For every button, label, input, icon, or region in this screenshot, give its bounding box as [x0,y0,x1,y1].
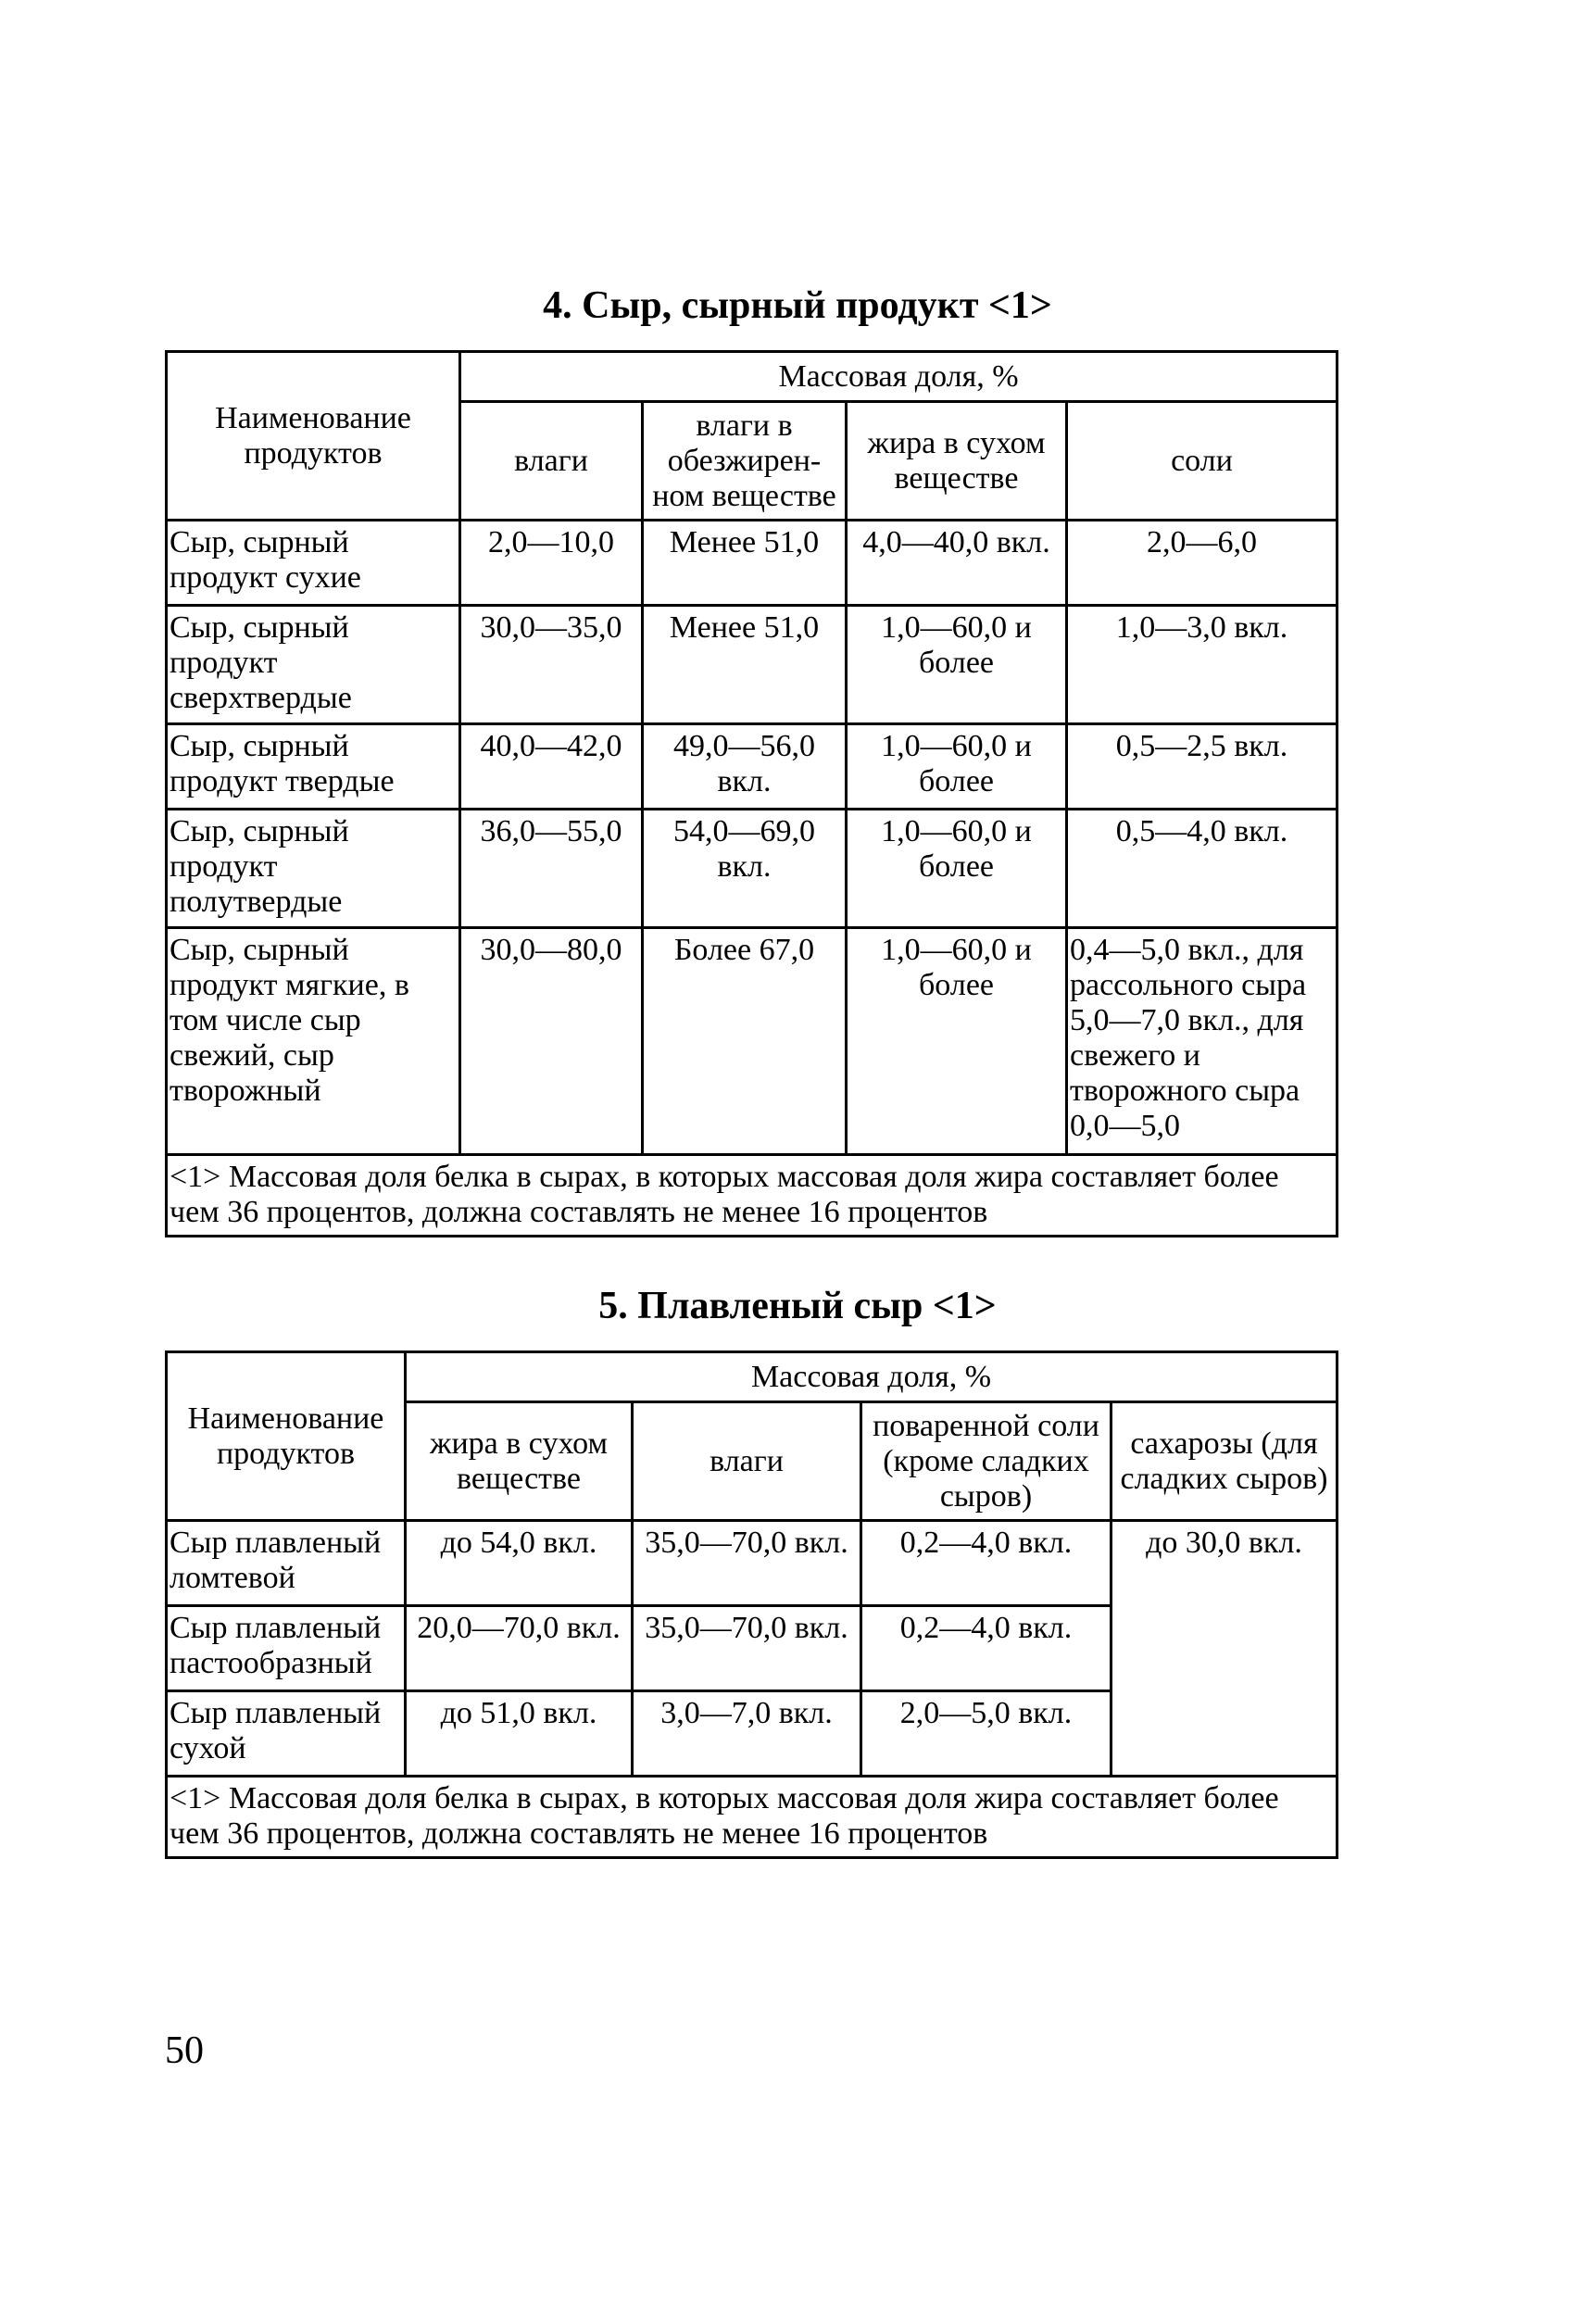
table5-title: 5. Плавленый сыр <1> [598,1285,997,1327]
cell: 0,2—4,0 вкл. [861,1521,1111,1606]
table5-header-col3: поваренной соли (кроме сладких сыров) [861,1402,1111,1521]
row-name: Сыр, сырный продукт мягкие, в том числе сыр свежий, сыр творожный [167,928,460,1155]
cell: 35,0—70,0 вкл. [633,1521,861,1606]
row-name: Сыр плавленый ломтевой [167,1521,406,1606]
cell: 1,0—3,0 вкл. [1067,606,1338,724]
table4-title: 4. Сыр, сырный продукт <1> [543,284,1052,327]
cell: 30,0—80,0 [460,928,643,1155]
table4 [165,350,1338,1237]
table4-header-col4: соли [1067,402,1338,521]
cell: 36,0—55,0 [460,810,643,928]
page-number: 50 [165,2029,204,2072]
cell: 30,0—35,0 [460,606,643,724]
cell: до 51,0 вкл. [406,1691,633,1777]
cell: 54,0—69,0 вкл. [643,810,847,928]
cell: 1,0—60,0 и более [847,724,1067,810]
table-row [167,1521,1338,1606]
cell: 0,4—5,0 вкл., для рассольного сыра 5,0—7,0 вкл., для свежего и творожного сыра 0,0—5,0 [1067,928,1338,1155]
cell: Менее 51,0 [643,521,847,606]
cell: 40,0—42,0 [460,724,643,810]
cell: Более 67,0 [643,928,847,1155]
table-row [167,521,1338,606]
table4-group-header: Массовая доля, % [460,352,1338,402]
table5-group-header: Массовая доля, % [406,1352,1338,1402]
table-row [167,810,1338,928]
row-name: Сыр, сырный продукт сухие [167,521,460,606]
cell: 3,0—7,0 вкл. [633,1691,861,1777]
table5-footnote: <1> Массовая доля белка в сырах, в которых массовая доля жира составляет более чем 36 процентов, должна составлять не менее 16 процентов [167,1777,1338,1858]
table4-footnote: <1> Массовая доля белка в сырах, в которых массовая доля жира составляет более чем 36 процентов, должна составлять не менее 16 процентов [167,1155,1338,1237]
cell: 20,0—70,0 вкл. [406,1606,633,1691]
table4-header-col1: влаги [460,402,643,521]
cell: до 54,0 вкл. [406,1521,633,1606]
table5-header-col2: влаги [633,1402,861,1521]
cell: 1,0—60,0 и более [847,810,1067,928]
table5-header-col1: жира в сухом веществе [406,1402,633,1521]
table4-header-col2: влаги в обезжирен-ном веществе [643,402,847,521]
cell: 1,0—60,0 и более [847,928,1067,1155]
sucrose-cell: до 30,0 вкл. [1111,1521,1338,1777]
cell: 2,0—6,0 [1067,521,1338,606]
row-name: Сыр плавленый пастообразный [167,1606,406,1691]
table5-header-col4: сахарозы (для сладких сыров) [1111,1402,1338,1521]
cell: 0,2—4,0 вкл. [861,1606,1111,1691]
cell: 0,5—2,5 вкл. [1067,724,1338,810]
table5-name-header: Наименование продуктов [167,1352,406,1521]
cell: 2,0—5,0 вкл. [861,1691,1111,1777]
cell: 0,5—4,0 вкл. [1067,810,1338,928]
cell: Менее 51,0 [643,606,847,724]
table4-header-col3: жира в сухом веществе [847,402,1067,521]
cell: 2,0—10,0 [460,521,643,606]
row-name: Сыр плавленый сухой [167,1691,406,1777]
table-row [167,606,1338,724]
table-row [167,928,1338,1155]
cell: 4,0—40,0 вкл. [847,521,1067,606]
table-row [167,724,1338,810]
row-name: Сыр, сырный продукт полутвердые [167,810,460,928]
row-name: Сыр, сырный продукт твердые [167,724,460,810]
cell: 49,0—56,0 вкл. [643,724,847,810]
cell: 35,0—70,0 вкл. [633,1606,861,1691]
cell: 1,0—60,0 и более [847,606,1067,724]
row-name: Сыр, сырный продукт сверхтвердые [167,606,460,724]
table4-name-header: Наименование продуктов [167,352,460,521]
table5 [165,1350,1338,1859]
